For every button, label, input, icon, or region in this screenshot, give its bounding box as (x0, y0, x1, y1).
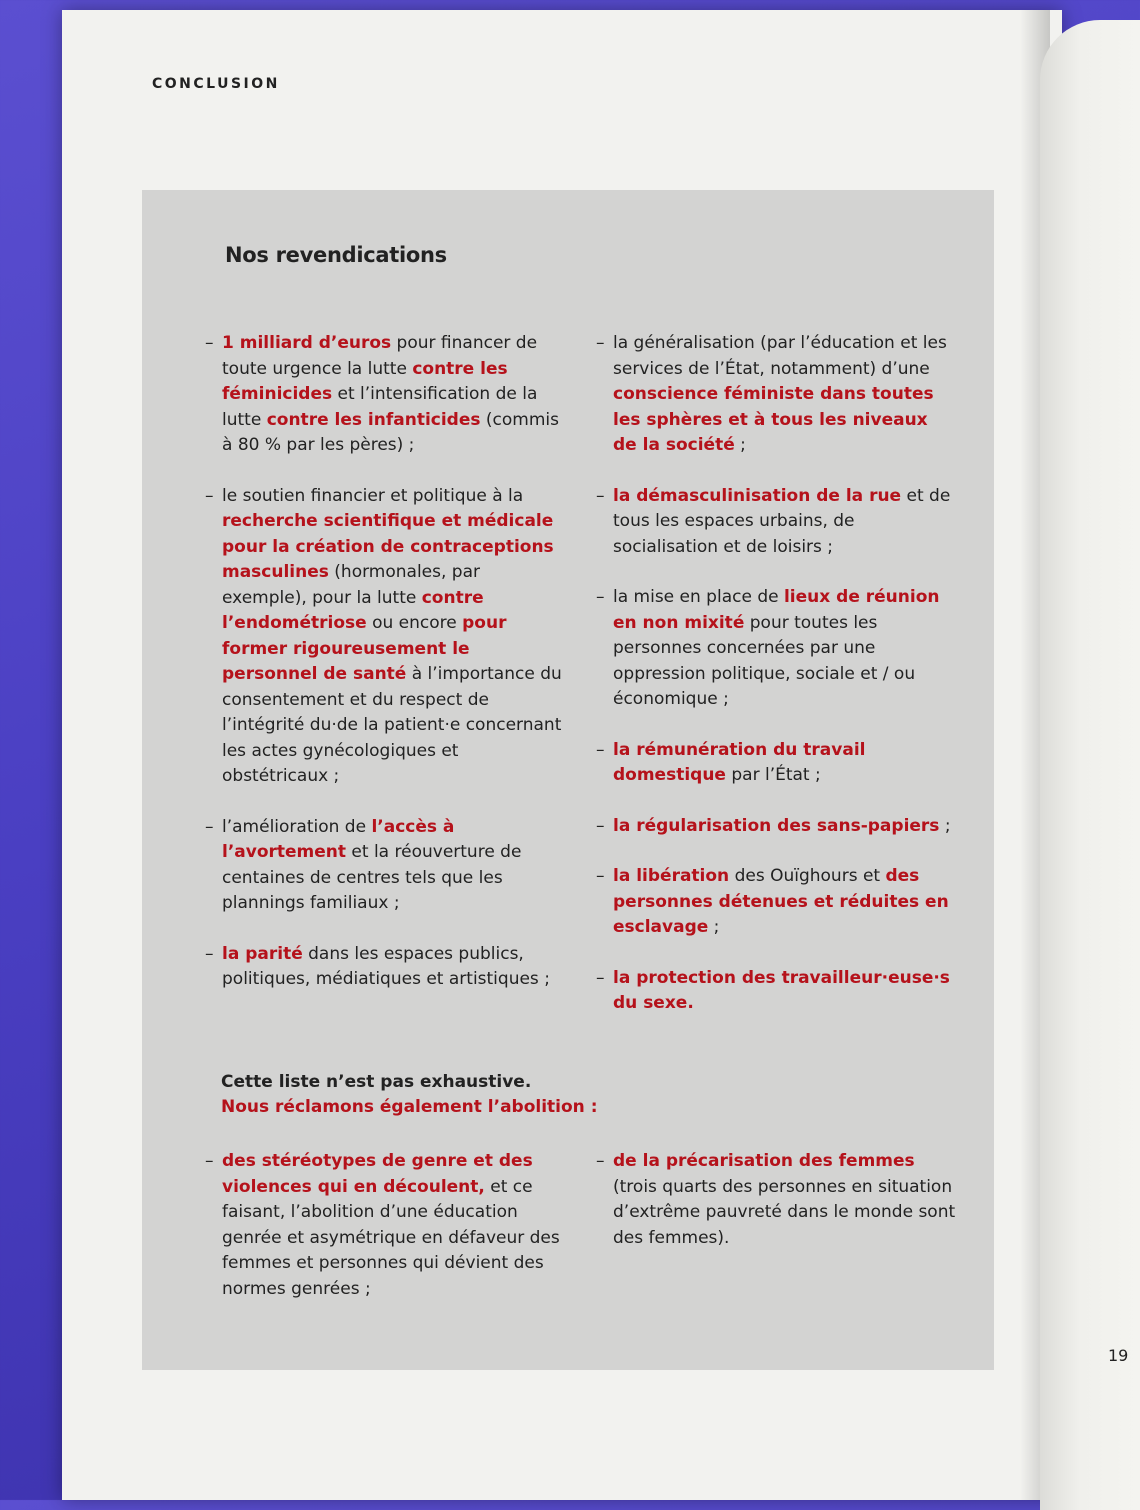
demand-item (596, 585, 956, 713)
emphasis-text: la protection des travailleur·euse·s du sexe. (613, 967, 950, 1013)
body-text: (commis à 80 % par les pères) ; (222, 409, 559, 455)
emphasis-text: recherche scientifique et médicale pour la création de contraceptions masculines (222, 511, 554, 582)
emphasis-text: conscience féministe dans toutes les sphères et à tous les niveaux de la société (613, 384, 934, 455)
body-text: des Ouïghours et (729, 866, 886, 886)
body-text: la généralisation (par l’éducation et les services de l’État, notamment) d’une (613, 333, 947, 379)
demand-item (596, 484, 956, 561)
body-text: la mise en place de (613, 587, 784, 607)
body-text: pour financer de toute urgence la lutte (222, 333, 538, 379)
emphasis-text: la rémunération du travail domestique (613, 739, 866, 785)
emphasis-text: la parité (222, 943, 303, 964)
body-text: dans les espaces publics, politiques, médiatiques et artistiques ; (222, 943, 550, 989)
body-text: pour toutes les personnes concernées par une oppression politique, sociale et / ou économique ; (613, 612, 916, 709)
body-text: et ce faisant, l’abolition d’une éducation genrée et asymétrique en défaveur des femmes et personnes qui dévient des normes genrées ; (222, 1176, 560, 1299)
emphasis-text: des personnes détenues et réduites en esclavage (613, 866, 949, 937)
demand-item (596, 331, 956, 459)
dash-bullet: – (596, 815, 605, 836)
emphasis-text: de la précarisation des femmes (613, 1151, 915, 1171)
box-title: Nos revendications (225, 243, 447, 267)
demand-item (205, 815, 565, 917)
facing-page (1040, 20, 1140, 1510)
body-text: ; (734, 435, 746, 455)
dash-bullet: – (596, 1151, 605, 1171)
body-text: à l’importance du consentement et du respect de l’intégrité du·de la patient·e concernant les actes gynécologiques et obstétricaux ; (222, 664, 562, 786)
emphasis-text: 1 milliard d’euros (222, 333, 392, 353)
dash-bullet: – (205, 333, 214, 353)
demand-item (596, 864, 956, 941)
body-text: (hormonales, par exemple), pour la lutte (222, 562, 480, 608)
demand-item (596, 738, 956, 789)
dash-bullet: – (596, 587, 605, 607)
dash-bullet: – (205, 1151, 214, 1171)
emphasis-text: des stéréotypes de genre et des violences qui en découlent, (222, 1151, 533, 1197)
dash-bullet: – (596, 866, 605, 886)
body-text: et de tous les espaces urbains, de socialisation et de loisirs ; (613, 485, 951, 557)
body-text: (trois quarts des personnes en situation d’extrême pauvreté dans le monde sont des femmes). (613, 1176, 956, 1248)
body-text: le soutien financier et politique à la (222, 485, 524, 506)
emphasis-text: lieux de réunion en non mixité (613, 587, 940, 633)
demand-item (205, 331, 565, 459)
emphasis-text: la libération (613, 866, 730, 886)
emphasis-text: contre les infanticides (266, 409, 481, 430)
dash-bullet: – (596, 333, 605, 353)
abolition-right-column (596, 1149, 956, 1276)
body-text: et l’intensification de la lutte (222, 384, 538, 430)
emphasis-text: l’accès à l’avortement (222, 816, 455, 862)
body-text: ; (939, 815, 951, 836)
body-text: par l’État ; (725, 765, 821, 785)
intro-line-2: Nous réclamons également l’abolition : (221, 1097, 598, 1117)
body-text: ; (708, 917, 720, 937)
demand-item (205, 1149, 565, 1302)
dash-bullet: – (596, 485, 605, 506)
left-column (205, 331, 565, 1018)
demand-item (596, 1149, 956, 1251)
demand-item (205, 484, 565, 790)
dash-bullet: – (205, 485, 214, 506)
emphasis-text: la régularisation des sans-papiers (613, 815, 940, 836)
body-text: ou encore (366, 613, 463, 633)
demand-item (596, 814, 956, 840)
abolition-intro (221, 1070, 598, 1120)
body-text: l’amélioration de (222, 816, 372, 837)
abolition-left-column (205, 1149, 565, 1327)
emphasis-text: contre l’endométriose (222, 587, 484, 633)
emphasis-text: contre les féminicides (222, 358, 508, 404)
emphasis-text: pour former rigoureusement le personnel de santé (222, 613, 507, 684)
demand-item (596, 966, 956, 1017)
intro-line-1: Cette liste n’est pas exhaustive. (221, 1072, 532, 1092)
running-head: CONCLUSION (152, 76, 280, 92)
dash-bullet: – (205, 943, 214, 964)
demand-item (205, 942, 565, 993)
body-text: et la réouverture de centaines de centres tels que les plannings familiaux ; (222, 842, 522, 913)
emphasis-text: la démasculinisation de la rue (613, 485, 902, 506)
dash-bullet: – (596, 967, 605, 988)
dash-bullet: – (596, 739, 605, 760)
page-number: 19 (1108, 1346, 1129, 1365)
dash-bullet: – (205, 816, 214, 837)
right-column (596, 331, 956, 1042)
